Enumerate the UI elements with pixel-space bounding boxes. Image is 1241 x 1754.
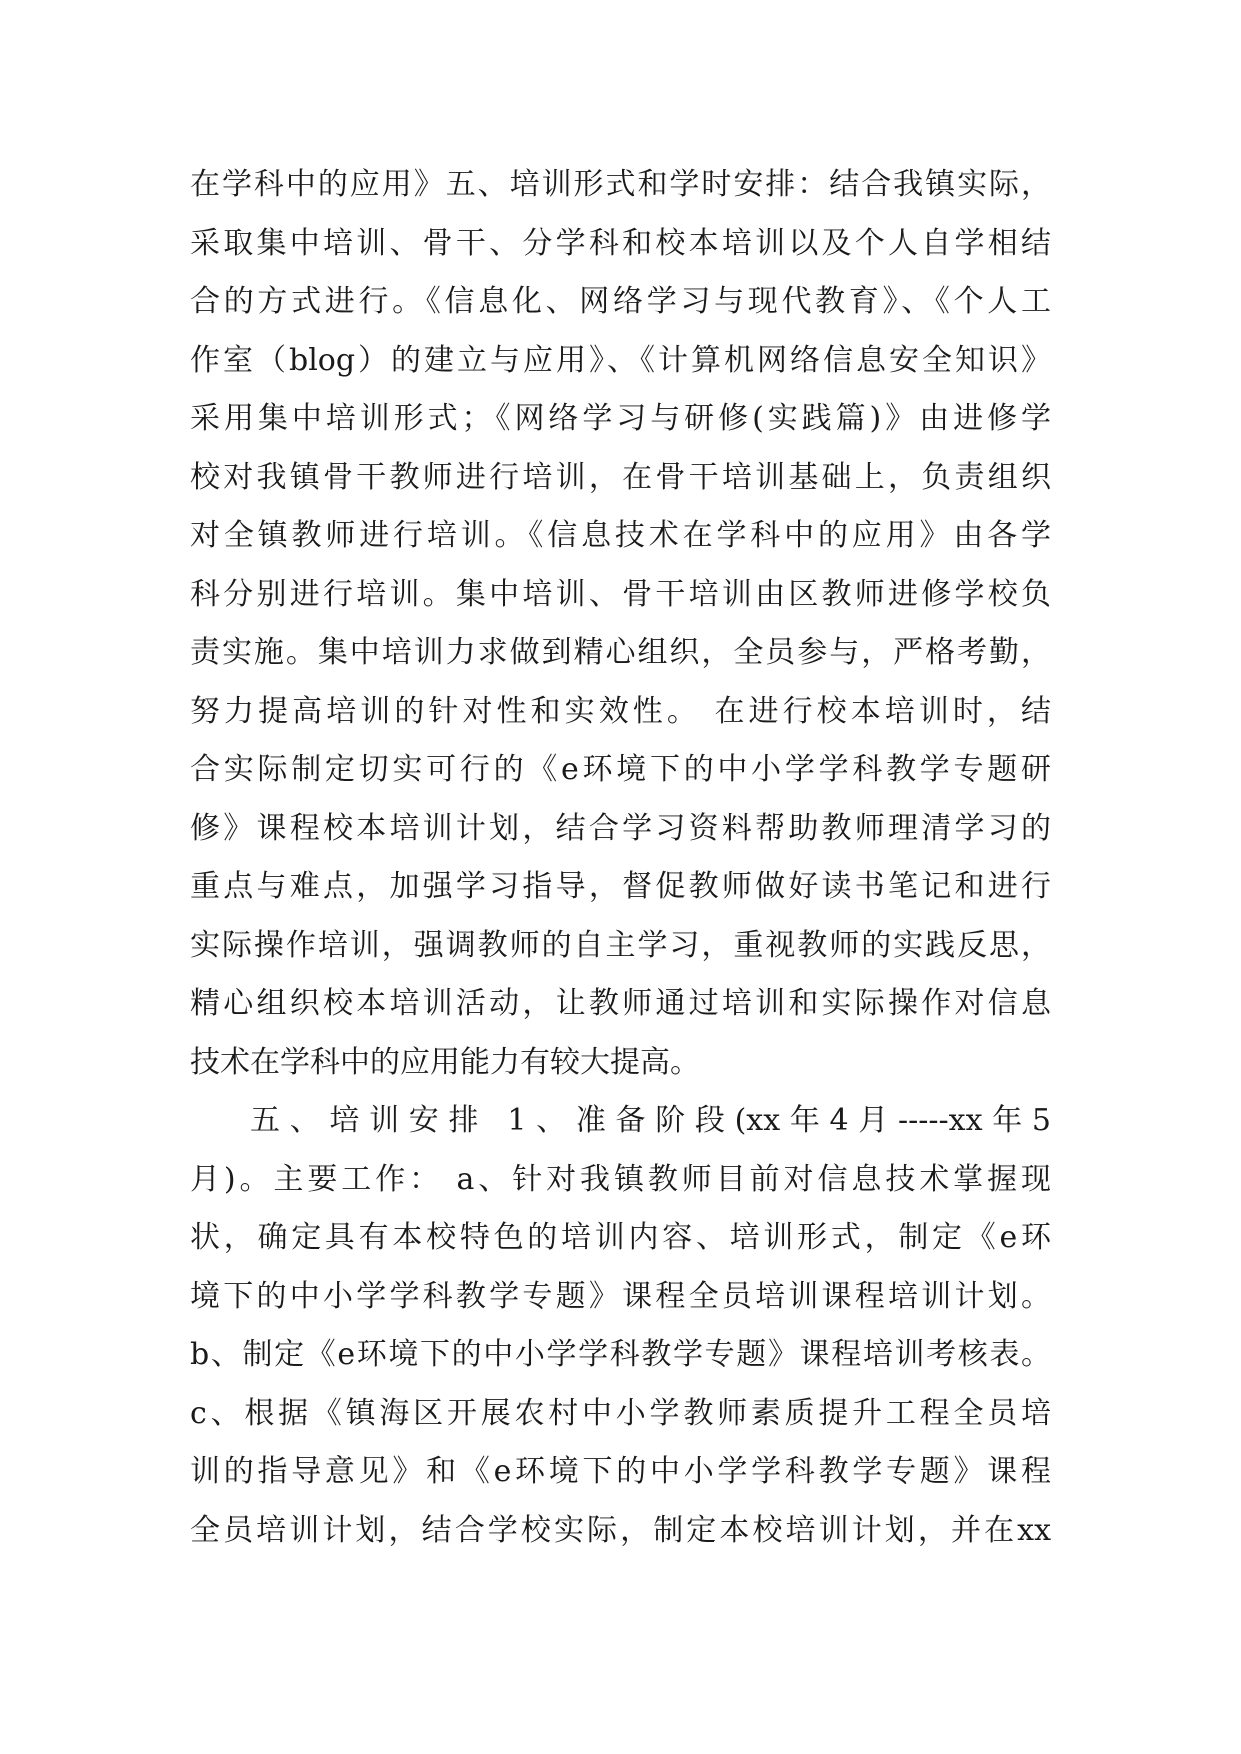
paragraph-line: 全员培训计划，结合学校实际，制定本校培训计划，并在xx xyxy=(190,1512,1051,1548)
paragraph-line: 合实际制定切实可行的《e环境下的中小学学科教学专题研 xyxy=(190,752,1051,787)
paragraph-line: 责实施。集中培训力求做到精心组织，全员参与，严格考勤， xyxy=(190,635,1051,670)
section-heading-line: 五、培训安排 1、准备阶段(xx年4月-----xx年5 xyxy=(250,1103,1051,1138)
paragraph-line: 在学科中的应用》五、培训形式和学时安排：结合我镇实际， xyxy=(190,167,1051,202)
paragraph-line: b、制定《e环境下的中小学学科教学专题》课程培训考核表。 xyxy=(190,1337,1051,1372)
paragraph-line: 合的方式进行。《信息化、网络学习与现代教育》、《个人工 xyxy=(190,284,1051,319)
paragraph-line: 月)。主要工作： a、针对我镇教师目前对信息技术掌握现 xyxy=(190,1161,1051,1197)
paragraph-line: 努力提高培训的针对性和实效性。 在进行校本培训时，结 xyxy=(190,693,1051,729)
paragraph-line: 科分别进行培训。集中培训、骨干培训由区教师进修学校负 xyxy=(190,576,1051,612)
paragraph-line: c、根据《镇海区开展农村中小学教师素质提升工程全员培 xyxy=(190,1395,1051,1431)
paragraph-line: 对全镇教师进行培训。《信息技术在学科中的应用》由各学 xyxy=(190,518,1051,553)
paragraph-line: 境下的中小学学科教学专题》课程全员培训课程培训计划。 xyxy=(190,1278,1051,1314)
paragraph-line: 训的指导意见》和《e环境下的中小学学科教学专题》课程 xyxy=(190,1454,1051,1489)
paragraph-line: 采取集中培训、骨干、分学科和校本培训以及个人自学相结 xyxy=(190,225,1051,261)
paragraph-line: 实际操作培训，强调教师的自主学习，重视教师的实践反思， xyxy=(190,927,1051,963)
paragraph-line: 采用集中培训形式；《网络学习与研修(实践篇)》由进修学 xyxy=(190,401,1051,436)
document-body xyxy=(190,156,1051,1560)
paragraph-line: 精心组织校本培训活动，让教师通过培训和实际操作对信息 xyxy=(190,986,1051,1021)
paragraph-line: 作室（blog）的建立与应用》、《计算机网络信息安全知识》 xyxy=(190,342,1051,378)
paragraph-line: 重点与难点，加强学习指导，督促教师做好读书笔记和进行 xyxy=(190,869,1051,904)
paragraph-line: 修》课程校本培训计划，结合学习资料帮助教师理清学习的 xyxy=(190,810,1051,846)
paragraph-line: 技术在学科中的应用能力有较大提高。 xyxy=(190,1044,700,1080)
paragraph-line: 状，确定具有本校特色的培训内容、培训形式，制定《e环 xyxy=(190,1220,1051,1255)
paragraph-line: 校对我镇骨干教师进行培训，在骨干培训基础上，负责组织 xyxy=(190,459,1051,495)
